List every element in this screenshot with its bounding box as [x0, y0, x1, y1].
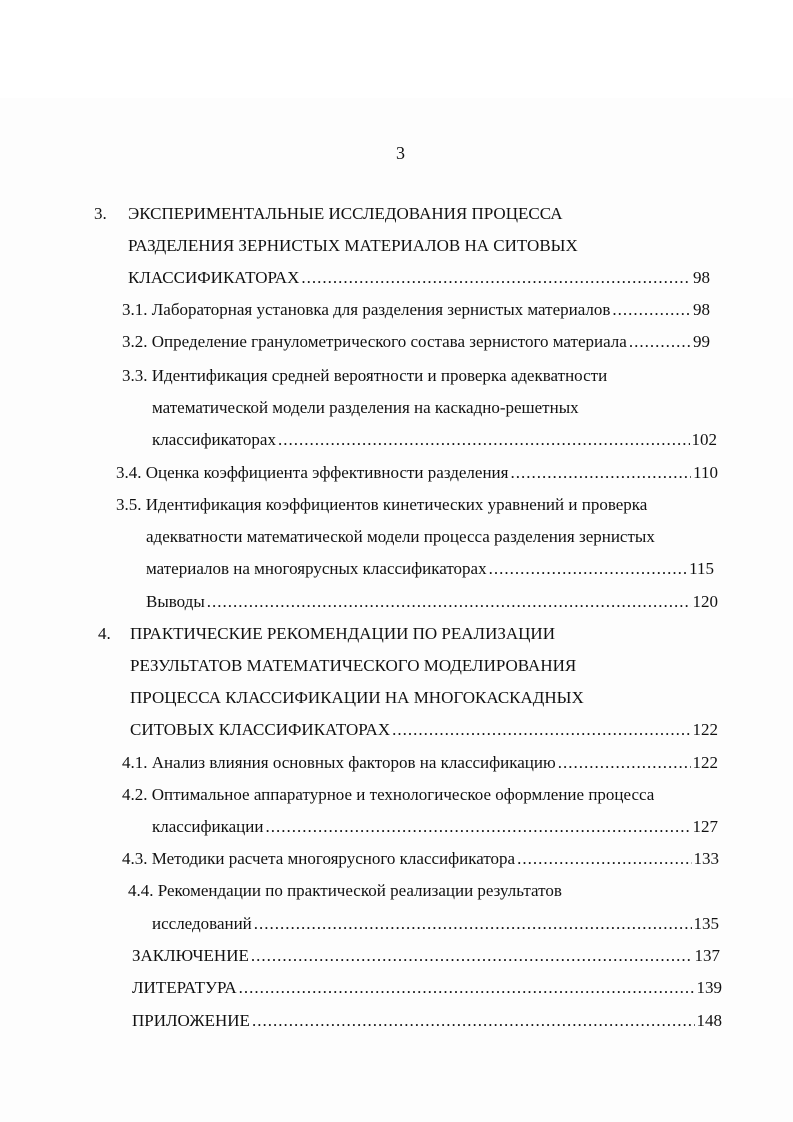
section-3-4-page: 110	[693, 463, 718, 482]
section-3-5-page: 115	[689, 559, 714, 578]
section-3-5-line2: адекватности математической модели процесса разделения зернистых	[146, 527, 655, 546]
chapter-4-number: 4.	[98, 624, 111, 643]
toc-entry-chapter-4[interactable]	[130, 719, 718, 741]
conclusion-title: ЗАКЛЮЧЕНИЕ	[132, 946, 249, 965]
leader-dots	[207, 591, 691, 613]
section-4-2-line1: 4.2. Оптимальное аппаратурное и технологическое оформление процесса	[122, 785, 655, 804]
toc-entry-3-3[interactable]	[152, 429, 717, 451]
conclusion-page: 137	[694, 946, 720, 965]
section-3-2-title: 3.2. Определение гранулометрического состава зернистого материала	[122, 332, 627, 351]
section-4-3-page: 133	[693, 849, 719, 868]
chapter-3-page: 98	[693, 268, 710, 287]
chapter-4-page: 122	[692, 720, 718, 739]
section-4-4-line1: 4.4. Рекомендации по практической реализации результатов	[128, 881, 562, 900]
scan-margin	[0, 0, 793, 98]
conclusions-page: 120	[692, 592, 718, 611]
section-3-3-line1: 3.3. Идентификация средней вероятности и проверка адекватности	[122, 366, 608, 385]
section-3-1-page: 98	[693, 300, 710, 319]
toc-entry-4-4[interactable]	[152, 913, 719, 935]
section-4-1-page: 122	[692, 753, 718, 772]
chapter-3-title-line1: ЭКСПЕРИМЕНТАЛЬНЫЕ ИССЛЕДОВАНИЯ ПРОЦЕССА	[128, 204, 563, 223]
section-4-4-line2: исследований	[152, 914, 252, 933]
toc-entry-4-1[interactable]	[122, 752, 718, 774]
leader-dots	[612, 299, 691, 321]
appendix-title: ПРИЛОЖЕНИЕ	[132, 1011, 250, 1030]
toc-entry-3-5[interactable]	[146, 558, 714, 580]
chapter-4-title-line1: ПРАКТИЧЕСКИЕ РЕКОМЕНДАЦИИ ПО РЕАЛИЗАЦИИ	[130, 624, 555, 643]
leader-dots	[392, 719, 690, 741]
conclusions-title: Выводы	[146, 592, 205, 611]
leader-dots	[517, 848, 691, 870]
chapter-4-title-line3: ПРОЦЕССА КЛАССИФИКАЦИИ НА МНОГОКАСКАДНЫХ	[130, 688, 584, 707]
leader-dots	[265, 816, 690, 838]
toc-entry-4-2[interactable]	[152, 816, 718, 838]
toc-entry-appendix[interactable]	[132, 1010, 722, 1032]
chapter-3-number: 3.	[94, 204, 107, 223]
section-3-1-title: 3.1. Лабораторная установка для разделения зернистых материалов	[122, 300, 611, 319]
leader-dots	[254, 913, 692, 935]
section-3-3-line2: математической модели разделения на каскадно-решетных	[152, 398, 579, 417]
toc-entry-conclusions[interactable]	[146, 591, 718, 613]
section-4-2-line2: классификации	[152, 817, 264, 836]
leader-dots	[510, 462, 691, 484]
section-3-5-line1: 3.5. Идентификация коэффициентов кинетических уравнений и проверка	[116, 495, 648, 514]
section-4-2-page: 127	[692, 817, 718, 836]
section-3-3-page: 102	[691, 430, 717, 449]
leader-dots	[489, 558, 688, 580]
toc-entry-3-4[interactable]	[116, 462, 718, 484]
section-3-2-page: 99	[693, 332, 710, 351]
appendix-page: 148	[696, 1011, 722, 1030]
leader-dots	[301, 267, 691, 289]
leader-dots	[558, 752, 691, 774]
toc-entry-chapter-3[interactable]	[128, 267, 710, 289]
section-4-4-page: 135	[693, 914, 719, 933]
chapter-4-title-line4: СИТОВЫХ КЛАССИФИКАТОРАХ	[130, 720, 391, 739]
leader-dots	[278, 429, 690, 451]
literature-page: 139	[696, 978, 722, 997]
toc-entry-conclusion[interactable]	[132, 945, 720, 967]
section-3-3-line3: классификаторах	[152, 430, 276, 449]
section-3-4-title: 3.4. Оценка коэффициента эффективности разделения	[116, 463, 509, 482]
literature-title: ЛИТЕРАТУРА	[132, 978, 237, 997]
section-4-3-title: 4.3. Методики расчета многоярусного классификатора	[122, 849, 516, 868]
chapter-3-title-line2: РАЗДЕЛЕНИЯ ЗЕРНИСТЫХ МАТЕРИАЛОВ НА СИТОВЫХ	[128, 236, 578, 255]
toc-entry-3-1[interactable]	[122, 299, 710, 321]
page-number: 3	[396, 143, 405, 163]
leader-dots	[251, 945, 693, 967]
toc-entry-3-2[interactable]	[122, 331, 710, 353]
leader-dots	[629, 331, 691, 353]
section-4-1-title: 4.1. Анализ влияния основных факторов на классификацию	[122, 753, 556, 772]
leader-dots	[252, 1010, 695, 1032]
chapter-4-title-line2: РЕЗУЛЬТАТОВ МАТЕМАТИЧЕСКОГО МОДЕЛИРОВАНИЯ	[130, 656, 577, 675]
chapter-3-title-line3: КЛАССИФИКАТОРАХ	[128, 268, 300, 287]
leader-dots	[239, 977, 695, 999]
toc-entry-literature[interactable]	[132, 977, 722, 999]
toc-entry-4-3[interactable]	[122, 848, 719, 870]
section-3-5-line3: материалов на многоярусных классификаторах	[146, 559, 487, 578]
